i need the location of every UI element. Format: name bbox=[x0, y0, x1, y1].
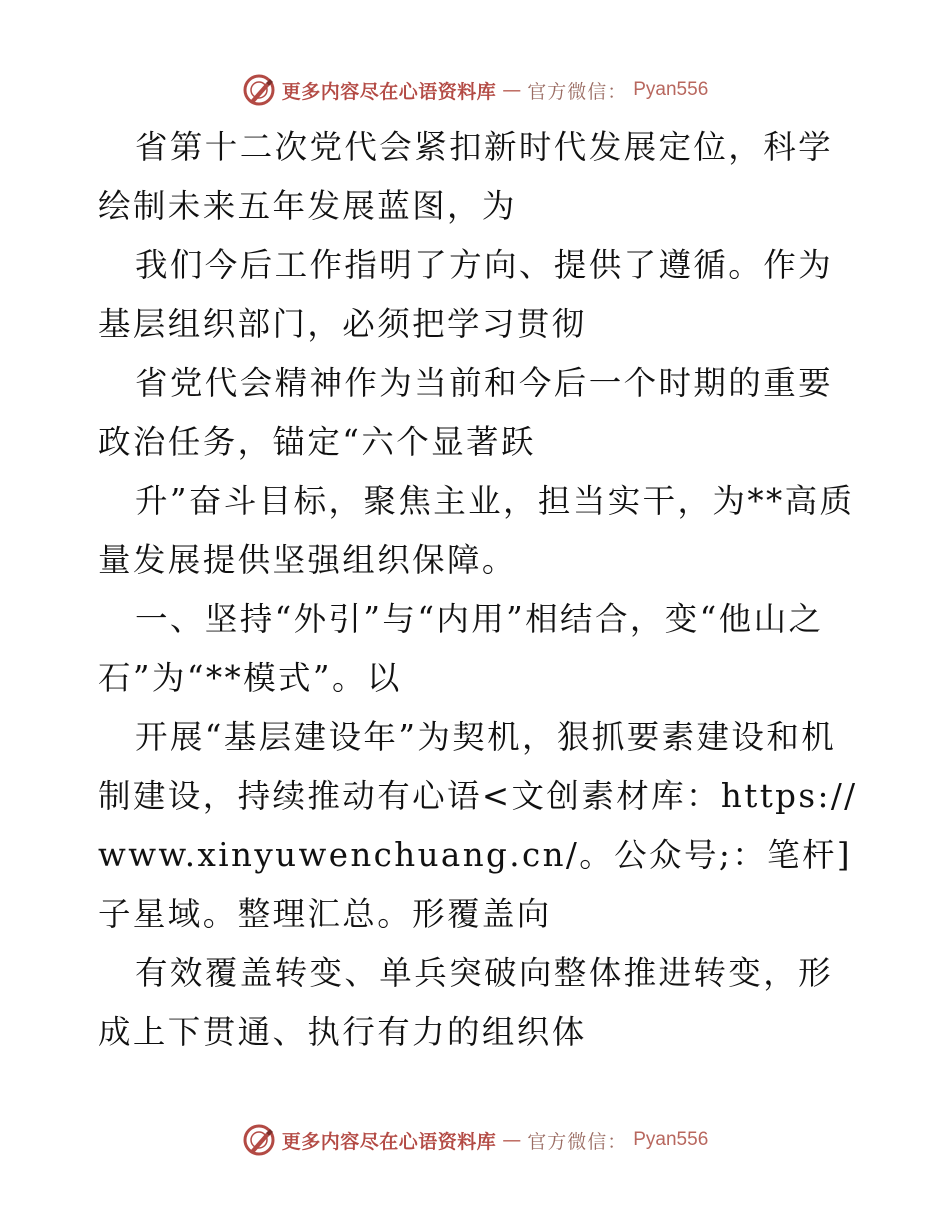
footer-banner bbox=[0, 1120, 950, 1160]
brand-logo-icon bbox=[242, 1123, 276, 1157]
header-wechat-label: 官方微信： bbox=[527, 80, 628, 103]
paragraph-4: 升”奋斗目标，聚焦主业，担当实干，为**高质量发展提供坚强组织保障。 bbox=[98, 482, 855, 579]
paragraph-5: 一、坚持“外引”与“内用”相结合，变“他山之石”为“**模式”。以 bbox=[98, 600, 824, 697]
footer-wechat-label: 官方微信： bbox=[527, 1130, 628, 1153]
brand-logo-icon bbox=[242, 73, 276, 107]
header-banner bbox=[0, 70, 950, 110]
paragraph-3: 省党代会精神作为当前和今后一个时期的重要政治任务，锚定“六个显著跃 bbox=[98, 364, 834, 461]
header-wechat-account: Pyan556 bbox=[633, 79, 709, 100]
paragraph-6: 开展“基层建设年”为契机，狠抓要素建设和机制建设，持续推动有心语<文创素材库：https://www.xinyuwenchuang.cn/。公众号;：笔杆]子星域。整理汇总。形覆盖向 bbox=[98, 718, 858, 933]
paragraph-2: 我们今后工作指明了方向、提供了遵循。作为基层组织部门，必须把学习贯彻 bbox=[98, 246, 834, 343]
footer-wechat-account: Pyan556 bbox=[633, 1129, 709, 1150]
header-separator: — bbox=[502, 79, 522, 101]
document-body bbox=[98, 118, 858, 1062]
paragraph-1: 省第十二次党代会紧扣新时代发展定位，科学绘制未来五年发展蓝图，为 bbox=[98, 128, 834, 225]
paragraph-7: 有效覆盖转变、单兵突破向整体推进转变，形成上下贯通、执行有力的组织体 bbox=[98, 954, 834, 1051]
footer-separator: — bbox=[502, 1129, 522, 1151]
header-brand-text: 更多内容尽在心语资料库 bbox=[281, 80, 497, 103]
footer-brand-text: 更多内容尽在心语资料库 bbox=[281, 1130, 497, 1153]
